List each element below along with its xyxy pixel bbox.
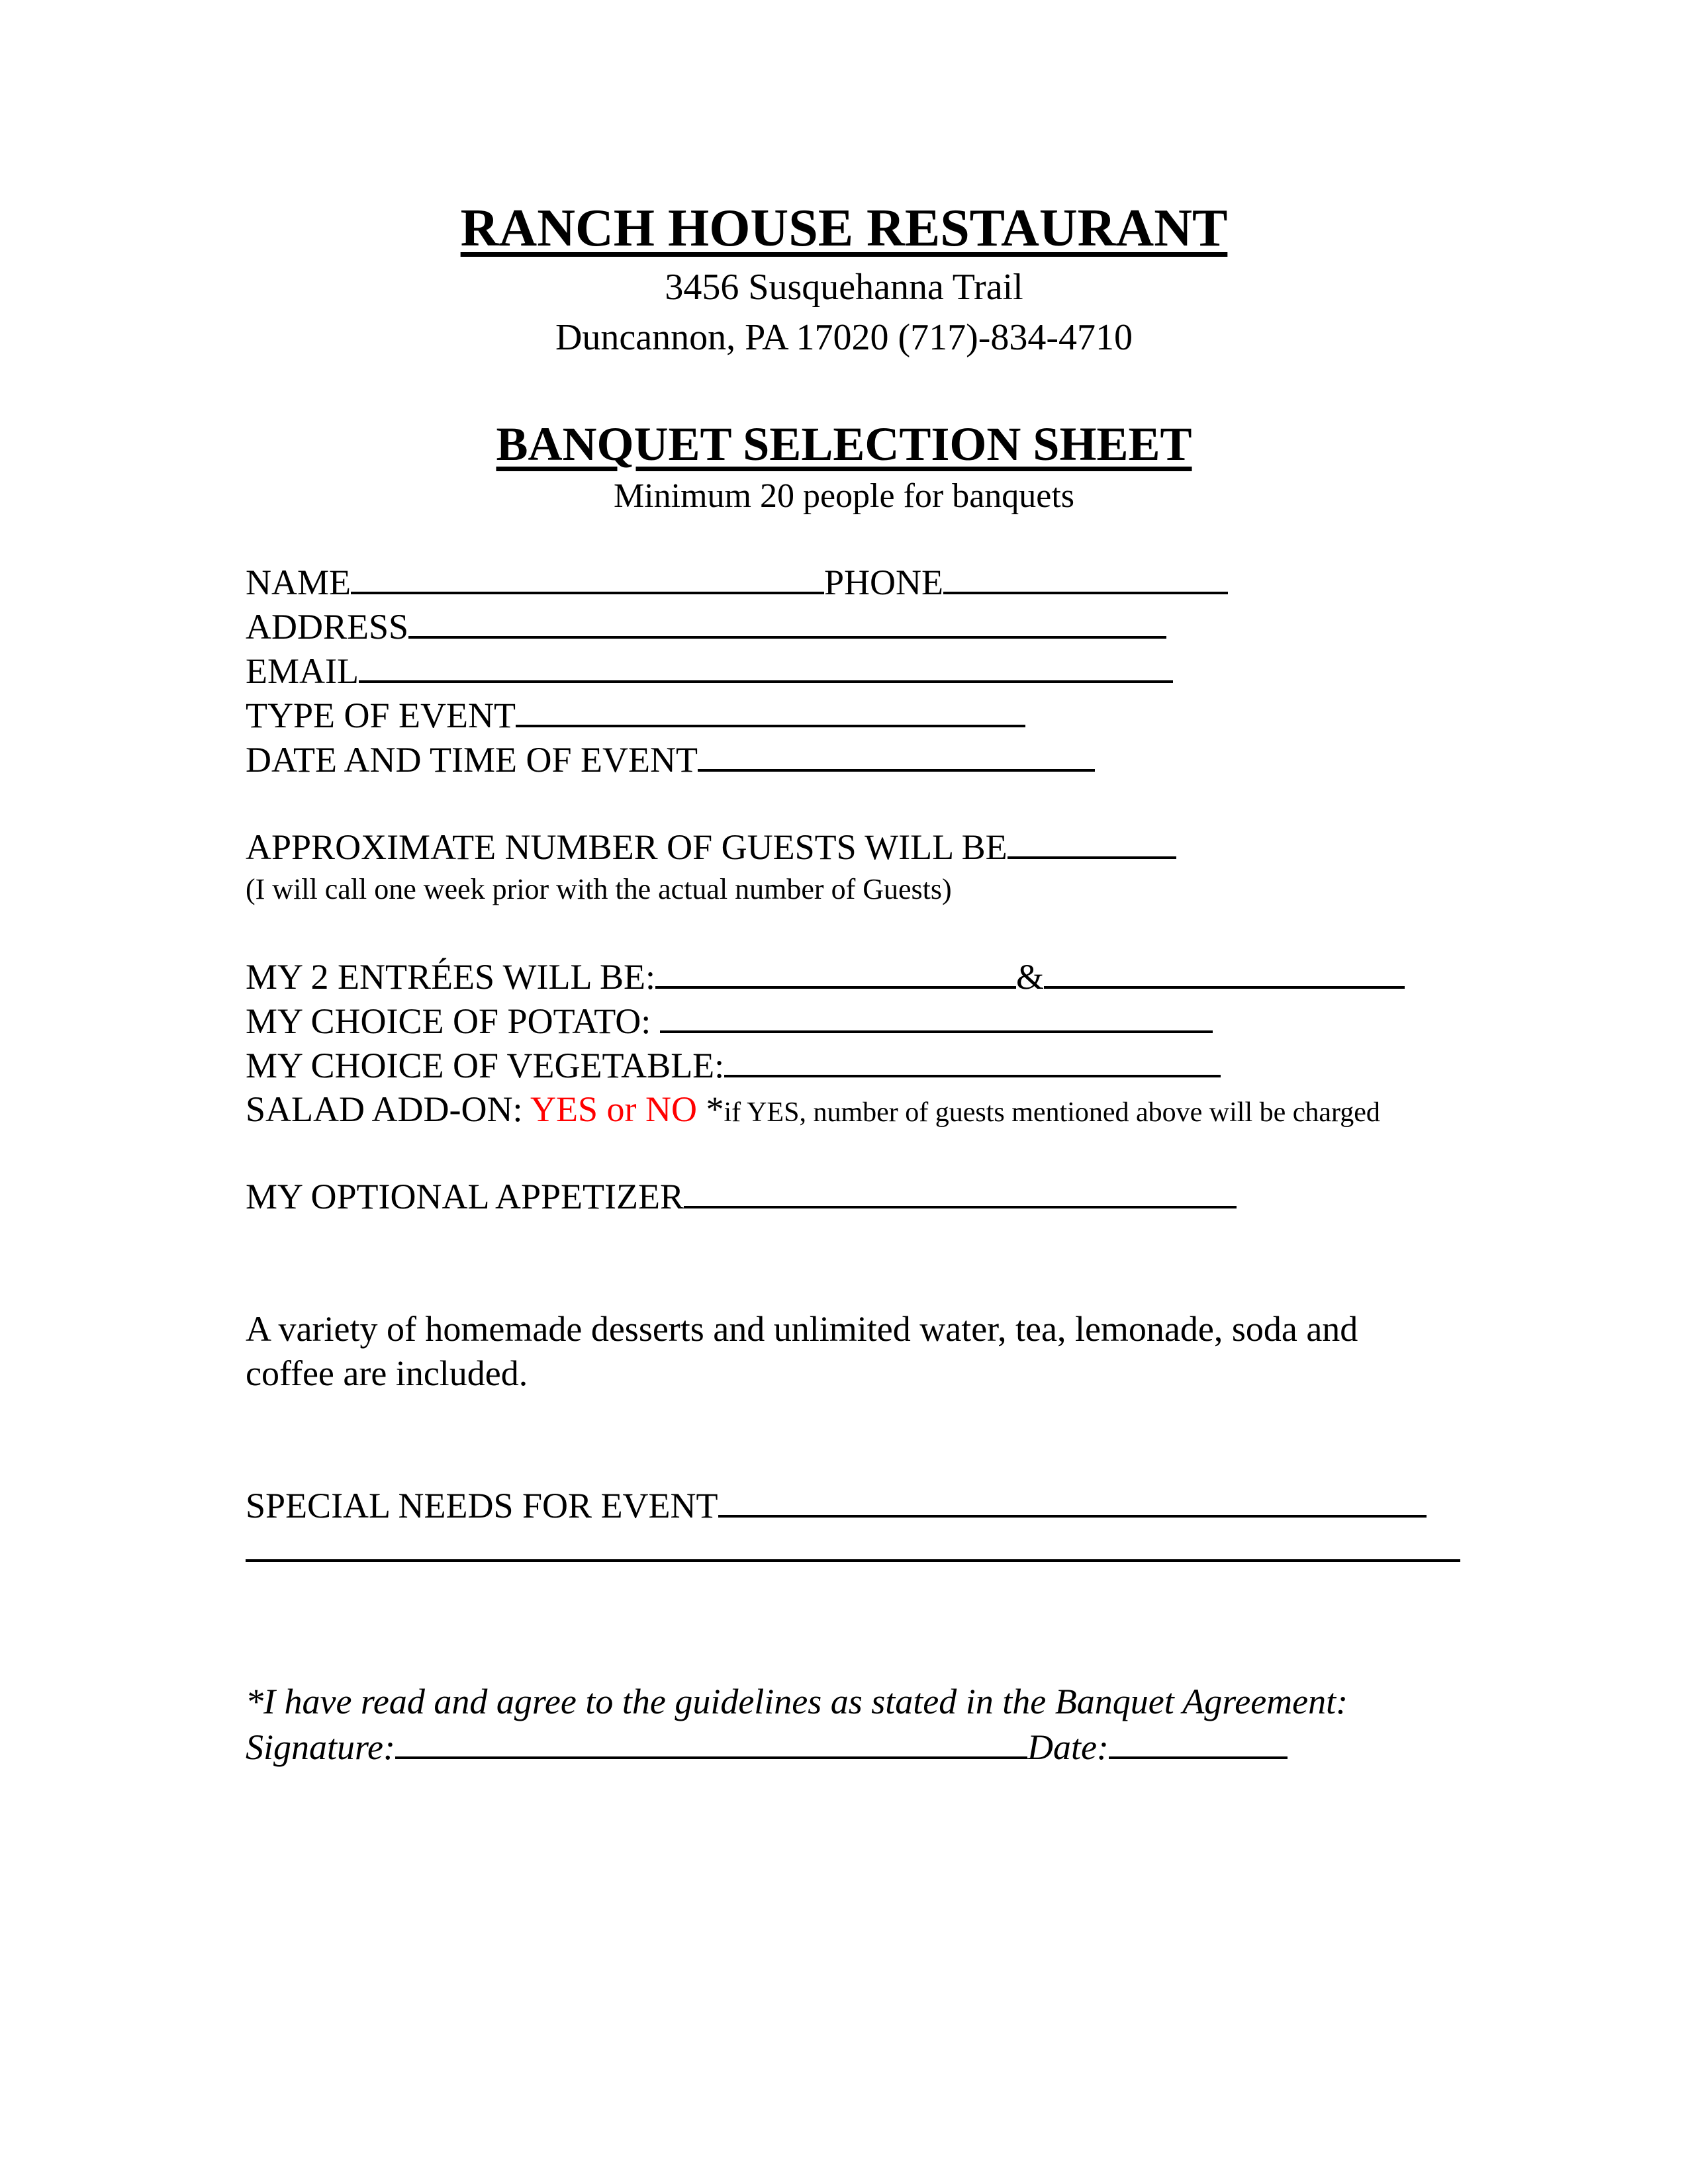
appetizer-label: MY OPTIONAL APPETIZER bbox=[246, 1177, 684, 1216]
name-phone-row bbox=[246, 561, 1228, 603]
special-needs-row-2 bbox=[246, 1529, 1460, 1570]
vegetable-label: MY CHOICE OF VEGETABLE: bbox=[246, 1046, 725, 1085]
phone-label: PHONE bbox=[824, 563, 944, 602]
potato-row bbox=[246, 1000, 1213, 1042]
signature-field[interactable] bbox=[395, 1726, 1027, 1759]
potato-field[interactable] bbox=[660, 1000, 1213, 1033]
entrees-separator: & bbox=[1015, 957, 1044, 997]
guests-label: APPROXIMATE NUMBER OF GUESTS WILL BE bbox=[246, 827, 1008, 867]
name-label: NAME bbox=[246, 563, 351, 602]
vegetable-field[interactable] bbox=[724, 1044, 1221, 1077]
signature-label: Signature: bbox=[246, 1727, 395, 1767]
event-type-row bbox=[246, 694, 1025, 736]
entree-2-field[interactable] bbox=[1044, 956, 1405, 989]
signature-row bbox=[246, 1726, 1288, 1768]
included-line-2: coffee are included. bbox=[246, 1353, 528, 1393]
salad-options[interactable]: YES or NO bbox=[530, 1089, 697, 1129]
special-needs-row bbox=[246, 1484, 1427, 1526]
appetizer-field[interactable] bbox=[684, 1175, 1237, 1208]
salad-label: SALAD ADD-ON: bbox=[246, 1089, 530, 1129]
address-line-1: 3456 Susquehanna Trail bbox=[665, 267, 1023, 308]
email-label: EMAIL bbox=[246, 651, 359, 691]
appetizer-row bbox=[246, 1175, 1237, 1217]
name-field[interactable] bbox=[351, 561, 824, 594]
salad-row bbox=[246, 1089, 1380, 1130]
sheet-subtitle: Minimum 20 people for banquets bbox=[613, 477, 1075, 515]
email-row bbox=[246, 650, 1173, 692]
agreement-statement: *I have read and agree to the guidelines as stated in the Banquet Agreement: bbox=[246, 1682, 1348, 1721]
entrees-row bbox=[246, 956, 1405, 997]
guests-field[interactable] bbox=[1008, 826, 1176, 859]
potato-label: MY CHOICE OF POTATO: bbox=[246, 1001, 660, 1041]
guests-note: (I will call one week prior with the actual number of Guests) bbox=[246, 873, 952, 905]
event-datetime-label: DATE AND TIME OF EVENT bbox=[246, 740, 698, 780]
address-line-2: Duncannon, PA 17020 (717)-834-4710 bbox=[555, 317, 1133, 358]
restaurant-name: RANCH HOUSE RESTAURANT bbox=[460, 199, 1228, 257]
event-type-field[interactable] bbox=[516, 694, 1025, 727]
included-line-1: A variety of homemade desserts and unlimited water, tea, lemonade, soda and bbox=[246, 1309, 1358, 1349]
phone-field[interactable] bbox=[943, 561, 1228, 594]
address-label: ADDRESS bbox=[246, 607, 409, 647]
entrees-label: MY 2 ENTRÉES WILL BE: bbox=[246, 957, 655, 997]
event-datetime-field[interactable] bbox=[698, 739, 1095, 772]
email-field[interactable] bbox=[359, 650, 1173, 683]
event-type-label: TYPE OF EVENT bbox=[246, 696, 516, 735]
salad-note: if YES, number of guests mentioned above will be charged bbox=[724, 1097, 1380, 1128]
entree-1-field[interactable] bbox=[655, 956, 1016, 989]
guests-row bbox=[246, 826, 1176, 868]
date-field[interactable] bbox=[1109, 1726, 1288, 1759]
vegetable-row bbox=[246, 1044, 1221, 1086]
sheet-title: BANQUET SELECTION SHEET bbox=[496, 418, 1192, 471]
special-needs-label: SPECIAL NEEDS FOR EVENT bbox=[246, 1486, 718, 1525]
salad-asterisk: * bbox=[697, 1089, 724, 1129]
special-needs-field[interactable] bbox=[718, 1484, 1427, 1518]
event-datetime-row bbox=[246, 739, 1095, 780]
special-needs-field-2[interactable] bbox=[246, 1529, 1460, 1562]
address-row bbox=[246, 606, 1166, 647]
address-field[interactable] bbox=[408, 606, 1166, 639]
date-label: Date: bbox=[1027, 1727, 1109, 1767]
